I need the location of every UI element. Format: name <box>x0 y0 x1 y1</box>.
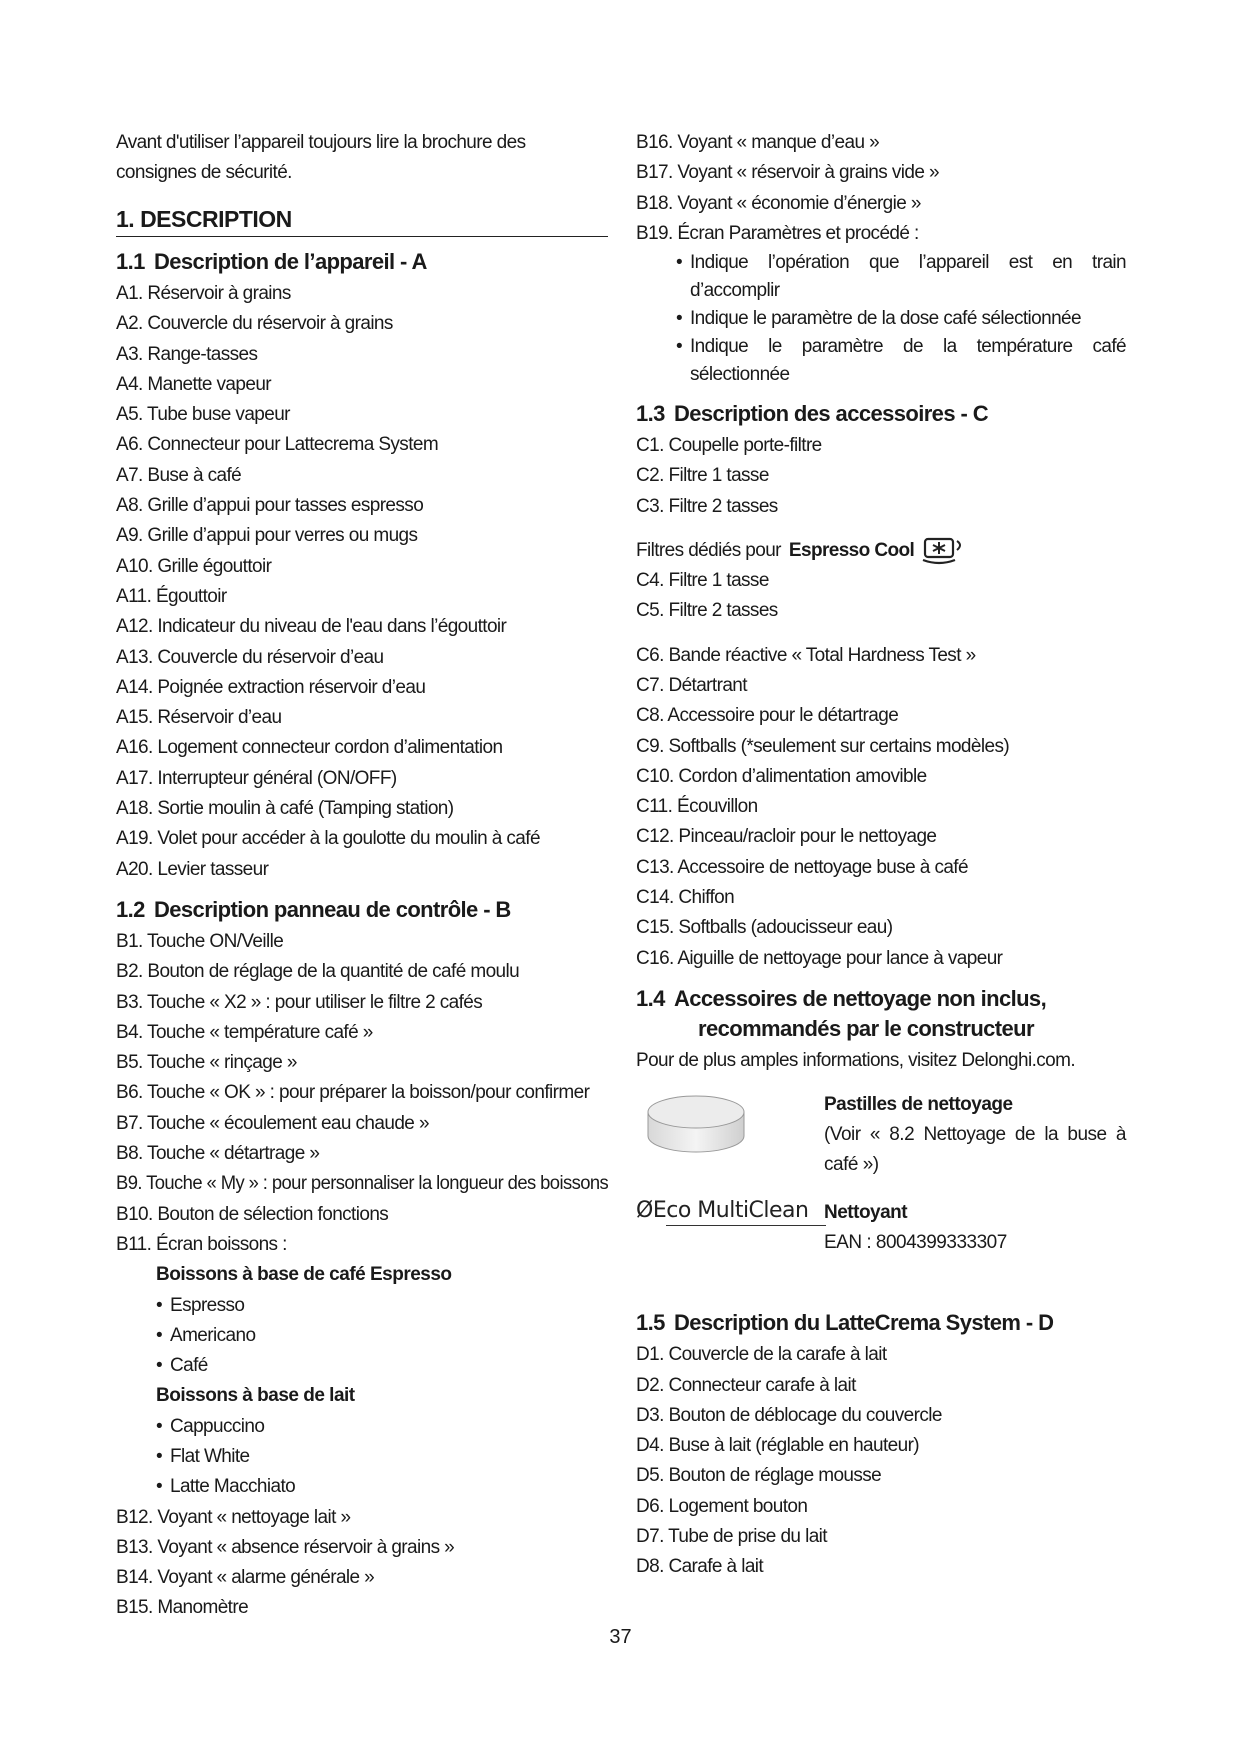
bullet-item: • Café <box>116 1351 608 1381</box>
list-item: C1. Coupelle porte-filtre <box>636 435 822 457</box>
list-item: D7. Tube de prise du lait <box>636 1526 827 1548</box>
section-1-title: 1. DESCRIPTION <box>116 204 608 237</box>
milk-drinks-title: Boissons à base de lait <box>156 1385 355 1407</box>
eco-multiclean-logo <box>636 1198 824 1226</box>
cleaning-tablet-icon <box>636 1090 756 1160</box>
intro-text: Avant d'utiliser l’appareil toujours lire la brochure des consignes de sécurité. <box>116 132 526 183</box>
section-title-line1: Accessoires de nettoyage non inclus, <box>674 985 1047 1011</box>
bullet-item: • Indique l’opération que l’appareil est en train d’accomplir <box>636 249 1126 305</box>
bullet-dot-icon: • <box>676 308 683 330</box>
list-item: B11. Écran boissons : <box>116 1233 287 1255</box>
section-number: 1.5 <box>636 1310 665 1336</box>
section-1-4-heading <box>636 984 1126 1044</box>
list-item: C6. Bande réactive « Total Hardness Test » <box>636 644 976 666</box>
list-item: B7. Touche « écoulement eau chaude » <box>116 1112 429 1134</box>
list-item: C11. Écouvillon <box>636 796 758 818</box>
list-item: A3. Range-tasses <box>116 343 258 365</box>
list-item: A10. Grille égouttoir <box>116 555 272 577</box>
bullet-dot-icon: • <box>676 252 683 274</box>
list-item: C7. Détartrant <box>636 674 747 696</box>
list-item: A15. Réservoir d’eau <box>116 707 282 729</box>
list-item: B8. Touche « détartrage » <box>116 1143 320 1165</box>
list-item: A20. Levier tasseur <box>116 858 269 880</box>
list-item: D3. Bouton de déblocage du couvercle <box>636 1404 942 1426</box>
section-title-line2: recommandés par le constructeur <box>698 1015 1034 1041</box>
bullet-item: • Indique le paramètre de la température café sélectionnée <box>636 333 1126 389</box>
list-item: C2. Filtre 1 tasse <box>636 465 769 487</box>
list-item: C14. Chiffon <box>636 887 735 909</box>
left-column <box>116 128 608 1624</box>
cleaning-tablets <box>636 1090 1126 1180</box>
list-item: B3. Touche « X2 » : pour utiliser le filtre 2 cafés <box>116 991 483 1013</box>
espresso-cool-filters-line <box>636 536 1126 566</box>
section-title: Description de l’appareil - A <box>154 249 427 274</box>
list-item: A2. Couvercle du réservoir à grains <box>116 313 393 335</box>
list-item: B4. Touche « température café » <box>116 1021 373 1043</box>
cleaner-product <box>636 1198 1126 1258</box>
control-panel-list-continued <box>636 128 1126 389</box>
list-item: C4. Filtre 1 tasse <box>636 570 769 592</box>
bullet-item: • Flat White <box>116 1442 608 1472</box>
list-item: B19. Écran Paramètres et procédé : <box>636 222 919 244</box>
tablet-image <box>636 1090 824 1165</box>
list-item: B15. Manomètre <box>116 1597 249 1619</box>
tablets-reference: (Voir « 8.2 Nettoyage de la buse à café ») <box>824 1124 1126 1176</box>
list-item: A13. Couvercle du réservoir d’eau <box>116 646 384 668</box>
list-item: A12. Indicateur du niveau de l'eau dans l’égouttoir <box>116 616 507 638</box>
section-number: 1.3 <box>636 401 665 427</box>
list-item: C15. Softballs (adoucisseur eau) <box>636 917 893 939</box>
list-item: D8. Carafe à lait <box>636 1556 764 1578</box>
list-item: A6. Connecteur pour Lattecrema System <box>116 434 439 456</box>
appliance-parts-list <box>116 279 608 885</box>
list-item: B1. Touche ON/Veille <box>116 930 284 952</box>
list-item: C13. Accessoire de nettoyage buse à café <box>636 856 968 878</box>
bullet-item: • Indique le paramètre de la dose café sélectionnée <box>636 305 1126 333</box>
section-1-5-heading <box>636 1308 1126 1338</box>
lattecrema-parts-list <box>636 1340 1126 1582</box>
list-item: B5. Touche « rinçage » <box>116 1052 297 1074</box>
bullet-item: • Latte Macchiato <box>116 1472 608 1502</box>
right-column <box>636 128 1126 1583</box>
accessories-list <box>636 431 1126 974</box>
list-item: A19. Volet pour accéder à la goulotte du moulin à café <box>116 828 540 850</box>
list-item: C10. Cordon d’alimentation amovible <box>636 765 927 787</box>
section-title: Description du LatteCrema System - D <box>674 1310 1054 1336</box>
list-item: D1. Couvercle de la carafe à lait <box>636 1344 887 1366</box>
list-item: A4. Manette vapeur <box>116 373 272 395</box>
list-item: B6. Touche « OK » : pour préparer la boisson/pour confirmer <box>116 1082 590 1104</box>
logo-text: Eco MultiClean <box>652 1198 809 1224</box>
coffee-drinks-title: Boissons à base de café Espresso <box>156 1264 452 1286</box>
list-item: C5. Filtre 2 tasses <box>636 600 778 622</box>
list-item: C16. Aiguille de nettoyage pour lance à vapeur <box>636 947 1003 969</box>
list-item: C3. Filtre 2 tasses <box>636 495 778 517</box>
section-1-3-heading <box>636 399 1126 429</box>
list-item: B16. Voyant « manque d’eau » <box>636 132 880 153</box>
list-item: D2. Connecteur carafe à lait <box>636 1374 856 1396</box>
list-item: B14. Voyant « alarme générale » <box>116 1567 375 1589</box>
list-item: A14. Poignée extraction réservoir d’eau <box>116 676 426 698</box>
section-1-2-heading <box>116 895 608 925</box>
cleaner-ean: EAN : 8004399333307 <box>824 1232 1007 1254</box>
list-item: C8. Accessoire pour le détartrage <box>636 705 899 727</box>
list-item: A1. Réservoir à grains <box>116 283 291 304</box>
cleaner-description <box>824 1198 1126 1258</box>
bullet-dot-icon: • <box>676 336 683 358</box>
list-item: B2. Bouton de réglage de la quantité de café moulu <box>116 961 520 983</box>
list-item: B12. Voyant « nettoyage lait » <box>116 1506 351 1528</box>
list-item: B9. Touche « My » : pour personnaliser la longueur des boissons <box>116 1173 609 1195</box>
list-item: A16. Logement connecteur cordon d’alimentation <box>116 737 503 759</box>
list-item: B13. Voyant « absence réservoir à grains » <box>116 1536 455 1558</box>
espresso-cool-label: Espresso Cool <box>788 540 915 562</box>
list-item: D4. Buse à lait (réglable en hauteur) <box>636 1435 920 1457</box>
list-item: A7. Buse à café <box>116 464 242 486</box>
list-item: B17. Voyant « réservoir à grains vide » <box>636 162 939 184</box>
list-item: A11. Égouttoir <box>116 585 227 607</box>
tablets-title: Pastilles de nettoyage <box>824 1094 1013 1116</box>
section-title: Description panneau de contrôle - B <box>154 896 511 922</box>
list-item: A8. Grille d’appui pour tasses espresso <box>116 495 424 517</box>
bullet-item: • Espresso <box>116 1291 608 1321</box>
section-1-1-heading <box>116 247 608 277</box>
list-item: A5. Tube buse vapeur <box>116 404 290 426</box>
bullet-item: • Cappuccino <box>116 1412 608 1442</box>
list-item: C9. Softballs (*seulement sur certains modèles) <box>636 735 1010 757</box>
tablet-description <box>824 1090 1126 1180</box>
list-item: D6. Logement bouton <box>636 1495 808 1517</box>
leaf-icon: Ø <box>636 1198 653 1224</box>
list-item: C12. Pinceau/racloir pour le nettoyage <box>636 826 937 848</box>
list-item: A18. Sortie moulin à café (Tamping station) <box>116 798 454 820</box>
list-item: A9. Grille d’appui pour verres ou mugs <box>116 525 418 547</box>
filter-prefix: Filtres dédiés pour <box>636 540 781 562</box>
list-item: B10. Bouton de sélection fonctions <box>116 1203 389 1225</box>
list-item: D5. Bouton de réglage mousse <box>636 1465 882 1487</box>
espresso-cool-icon <box>922 536 966 566</box>
section-number: 1.4 <box>636 985 665 1011</box>
bullet-item: • Americano <box>116 1321 608 1351</box>
page-number: 37 <box>609 1626 632 1648</box>
list-item: B18. Voyant « économie d’énergie » <box>636 192 921 214</box>
section-number: 1.1 <box>116 249 145 274</box>
section-title: Description des accessoires - C <box>674 401 988 427</box>
section-number: 1.2 <box>116 896 145 922</box>
list-item: A17. Interrupteur général (ON/OFF) <box>116 767 397 789</box>
cleaner-title: Nettoyant <box>824 1202 908 1224</box>
info-text: Pour de plus amples informations, visitez Delonghi.com. <box>636 1049 1076 1071</box>
control-panel-list <box>116 927 608 1624</box>
